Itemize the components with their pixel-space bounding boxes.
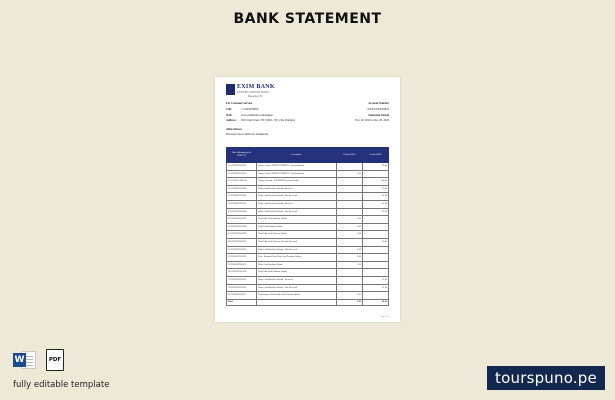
address-label: Address: <box>226 119 237 122</box>
cell-credit: 15.00 <box>363 185 389 193</box>
web-label: Web: <box>226 114 233 117</box>
bank-logo-icon <box>226 84 235 95</box>
cell-description: Visa - Returned Visa Debit Card Purchase Online <box>257 254 337 262</box>
cell-debit: 2.00 <box>337 254 363 262</box>
cell-date: 13/12/2020 INV-012 <box>227 254 257 262</box>
cell-credit <box>363 269 389 277</box>
cell-date: 19/11/2020 INV-001 <box>227 163 257 171</box>
table-row <box>227 276 389 284</box>
cell-description: Cheque Deposit - PAYMENT Received Online <box>257 178 337 186</box>
cell-description: Visa Debit Card Purchase Online <box>257 216 337 224</box>
cell-description: Debit Card Purchase Refund - Not Received <box>257 284 337 292</box>
column-header-debits: Debits (USD) <box>337 148 363 163</box>
cell-debit: 2.00 <box>337 292 363 300</box>
cell-date: 29/11/2020 INV-005 <box>227 200 257 208</box>
cell-date: 21/11/2020 INV-001 <box>227 170 257 178</box>
cell-credit: 10.00 <box>363 200 389 208</box>
cell-date: 09/12/2020 INV-010 <box>227 238 257 246</box>
cell-description: Debit Card Purchase Refund - Not Received <box>257 193 337 201</box>
cell-credit <box>363 170 389 178</box>
cell-description: Debit Card Purchase Refund - Not Received <box>257 208 337 216</box>
pdf-label: PDF <box>48 357 62 363</box>
brand-badge[interactable]: tourspuno.pe <box>487 366 605 390</box>
cell-credit <box>363 292 389 300</box>
account-number-label: Account Number <box>368 102 389 105</box>
cell-description: Online Credit / DEBIT PAYMENT - Item Purchased <box>257 163 337 171</box>
call-label: Call: <box>226 108 232 111</box>
statement-period-value: Nov 19, 2020 to Dec 20, 2020 <box>355 119 389 122</box>
cell-debit <box>337 284 363 292</box>
statement-document <box>215 77 400 322</box>
cell-description: Visa Debit Card Purchase Online <box>257 231 337 239</box>
table-row <box>227 238 389 246</box>
cell-credit <box>363 261 389 269</box>
customer-name: Allen Gibson <box>226 128 242 131</box>
table-row <box>227 261 389 269</box>
table-row <box>227 269 389 277</box>
cell-date: 16/12/2020 INV-014 <box>227 269 257 277</box>
total-debit: 0.00 <box>337 299 363 305</box>
table-row <box>227 292 389 300</box>
transactions-table <box>226 147 389 306</box>
cell-debit: 5.00 <box>337 216 363 224</box>
account-number-value: XXXXXXXX9876 <box>367 108 389 111</box>
cell-debit <box>337 178 363 186</box>
cell-credit: 30.00 <box>363 238 389 246</box>
total-label: Total <box>227 299 257 305</box>
cell-credit: 12.00 <box>363 284 389 292</box>
total-spacer <box>257 299 337 305</box>
word-letter: W <box>14 355 25 365</box>
cell-credit: 90.00 <box>363 163 389 171</box>
editable-caption: fully editable template <box>13 380 110 390</box>
cell-description: Debit Card Purchase Online <box>257 261 337 269</box>
table-row <box>227 223 389 231</box>
cell-description: Debit Card Purchase Refund - Not Received <box>257 246 337 254</box>
table-header-row <box>227 148 389 163</box>
cell-debit <box>337 163 363 171</box>
customer-address: Brooklyn Street, Hillcrest, Richmond <box>226 133 268 136</box>
bank-subtitle: EXPORT-IMPORT BANK <box>237 91 270 94</box>
cell-debit <box>337 238 363 246</box>
cell-date: 05/12/2020 INV-008 <box>227 223 257 231</box>
bank-name: EXIM BANK <box>237 84 275 90</box>
column-header-description: Description <box>257 148 337 163</box>
statement-period-label: Statement Period <box>368 114 389 117</box>
cell-description: Debit Card Purchase Refund - Reversal <box>257 185 337 193</box>
total-credit: 00.00 <box>363 299 389 305</box>
cell-debit: 2.00 <box>337 231 363 239</box>
total-row <box>227 299 389 305</box>
call-value: +1234567890X <box>241 108 259 111</box>
cell-credit <box>363 246 389 254</box>
pdf-document-icon <box>46 349 64 371</box>
file-format-icons <box>13 349 69 371</box>
cell-debit <box>337 200 363 208</box>
web-value: www.eximbank.com/sample <box>241 114 273 117</box>
cell-credit <box>363 254 389 262</box>
cell-credit <box>363 223 389 231</box>
table-row <box>227 216 389 224</box>
table-row <box>227 231 389 239</box>
cell-credit: 25.00 <box>363 208 389 216</box>
table-row <box>227 246 389 254</box>
cell-debit <box>337 269 363 277</box>
customer-service-label: For Customer Service <box>226 102 253 105</box>
cell-debit: 1.00 <box>337 170 363 178</box>
cell-date: 11/12/2020 INV-011 <box>227 246 257 254</box>
page-title: BANK STATEMENT <box>233 11 382 27</box>
cell-debit <box>337 193 363 201</box>
bank-logo <box>226 84 281 100</box>
cell-description: Debit Card Purchase Refund - Reversal <box>257 276 337 284</box>
table-row <box>227 170 389 178</box>
cell-credit <box>363 216 389 224</box>
cell-debit <box>337 185 363 193</box>
cell-description: Debit Card Purchase Refund - Reversal <box>257 200 337 208</box>
cell-date: 15/12/2020 INV-013 <box>227 261 257 269</box>
statement-date: December 20 <box>248 95 263 98</box>
cell-description: Online Credit / DEBIT PAYMENT - Item Purchased <box>257 170 337 178</box>
cell-date: 25/11/2020 INV-003 <box>227 185 257 193</box>
cell-date: 20/12/2020 INV-017 <box>227 292 257 300</box>
table-row <box>227 254 389 262</box>
cell-debit <box>337 208 363 216</box>
cell-debit: 3.00 <box>337 223 363 231</box>
cell-date: 17/12/2020 INV-015 <box>227 276 257 284</box>
table-row <box>227 178 389 186</box>
cell-debit: 1.00 <box>337 261 363 269</box>
cell-description: Debit Card Purchase Online <box>257 223 337 231</box>
cell-debit <box>337 276 363 284</box>
table-row <box>227 284 389 292</box>
table-row <box>227 200 389 208</box>
cell-date: 07/12/2020 INV-009 <box>227 231 257 239</box>
column-header-date: Date (dd/mm/yyyy & MM/YY) <box>227 148 257 163</box>
table-row <box>227 193 389 201</box>
word-document-icon <box>13 349 37 371</box>
cell-credit <box>363 231 389 239</box>
cell-description: Visa Debit Card Purchase Refund - Reversal <box>257 238 337 246</box>
column-header-credits: Credits (USD) <box>363 148 389 163</box>
table-row <box>227 163 389 171</box>
cell-credit: 15.00 <box>363 276 389 284</box>
cell-date: 18/12/2020 INV-016 <box>227 284 257 292</box>
cell-date: 27/11/2020 INV-004 <box>227 193 257 201</box>
table-row <box>227 208 389 216</box>
cell-date: 03/12/2020 INV-007 <box>227 216 257 224</box>
cell-credit: 100.00 <box>363 178 389 186</box>
address-value: 3025 Oak Street, NY 10001, NY, USA (Sample) <box>241 119 296 122</box>
cell-credit: 20.00 <box>363 193 389 201</box>
cell-date: 23/11/2020 CHQ-201 <box>227 178 257 186</box>
cell-date: 01/12/2020 INV-006 <box>227 208 257 216</box>
cell-description: Visa Debit Card Purchase Online <box>257 269 337 277</box>
cell-description: Visa Returned Visa Debit Card Purchase Online <box>257 292 337 300</box>
cell-debit: 4.00 <box>337 246 363 254</box>
document-page-number: Page 1/1 <box>380 316 389 318</box>
table-row <box>227 185 389 193</box>
